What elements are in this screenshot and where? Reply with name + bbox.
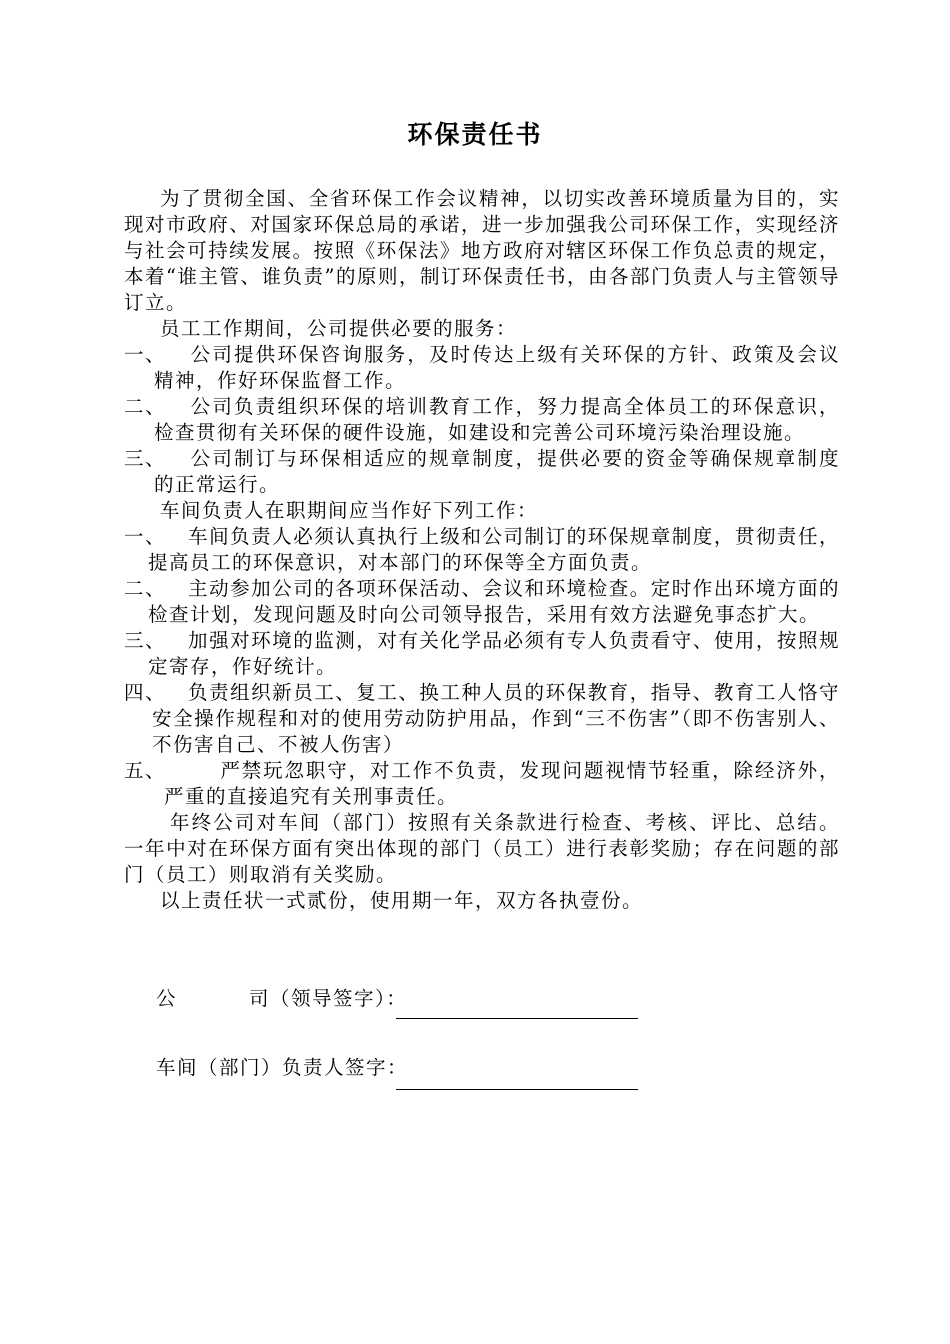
list-marker: 三、 xyxy=(124,629,167,652)
workshop-item-1 xyxy=(124,524,840,576)
list-marker: 五、 xyxy=(124,759,167,782)
workshop-item-4 xyxy=(124,680,840,758)
company-heading: 员工工作期间，公司提供必要的服务： xyxy=(160,317,518,340)
list-item-text: 公司提供环保咨询服务，及时传达上级有关环保的方针、政策及会议精神，作好环保监督工作。 xyxy=(154,343,840,392)
year-end-paragraph: 年终公司对车间（部门）按照有关条款进行检查、考核、评比、总结。一年中对在环保方面有突出体现的部门（员工）进行表彰奖励；存在问题的部门（员工）则取消有关奖励。 xyxy=(124,811,840,886)
company-signature-line[interactable] xyxy=(396,1018,638,1019)
list-marker: 二、 xyxy=(124,395,167,418)
list-item-text: 负责组织新员工、复工、换工种人员的环保教育，指导、教育工人恪守安全操作规程和对的使用劳动防护用品，作到“三不伤害”（即不伤害别人、不伤害自己、不被人伤害） xyxy=(152,681,840,756)
workshop-item-5 xyxy=(124,758,840,810)
workshop-item-3 xyxy=(124,628,840,680)
list-item-text: 车间负责人必须认真执行上级和公司制订的环保规章制度，贯彻责任，提高员工的环保意识，对本部门的环保等全方面负责。 xyxy=(148,525,840,574)
workshop-heading: 车间负责人在职期间应当作好下列工作： xyxy=(160,499,539,522)
list-item-text: 公司制订与环保相适应的规章制度，提供必要的资金等确保规章制度的正常运行。 xyxy=(154,447,840,496)
document-body xyxy=(124,186,840,914)
workshop-signature-label: 车间（部门）负责人签字： xyxy=(156,1056,409,1079)
company-signature-right: 司（领导签字）： xyxy=(249,987,408,1010)
company-signature-label xyxy=(156,986,407,1012)
list-marker: 一、 xyxy=(124,525,167,548)
list-item-text: 加强对环境的监测，对有关化学品必须有专人负责看守、使用，按照规定寄存，作好统计。 xyxy=(148,629,840,678)
list-marker: 二、 xyxy=(124,577,167,600)
workshop-item-2 xyxy=(124,576,840,628)
document-title: 环保责任书 xyxy=(407,120,543,149)
workshop-signature-line[interactable] xyxy=(396,1089,638,1090)
company-signature-left: 公 xyxy=(156,987,178,1010)
list-item-text: 公司负责组织环保的培训教育工作，努力提高全体员工的环保意识，检查贯彻有关环保的硬件设施，如建设和完善公司环境污染治理设施。 xyxy=(154,395,840,444)
list-marker: 三、 xyxy=(124,447,167,470)
list-item-text: 主动参加公司的各项环保活动、会议和环境检查。定时作出环境方面的检查计划，发现问题及时向公司领导报告，采用有效方法避免事态扩大。 xyxy=(148,577,840,626)
closing-paragraph: 以上责任状一式贰份，使用期一年，双方各执壹份。 xyxy=(160,889,644,912)
intro-paragraph: 为了贯彻全国、全省环保工作会议精神，以切实改善环境质量为目的，实现对市政府、对国家环保总局的承诺，进一步加强我公司环保工作，实现经济与社会可持续发展。按照《环保法》地方政府对辖区环保工作负总责的规定，本着“谁主管、谁负责”的原则，制订环保责任书，由各部门负责人与主管领导订立。 xyxy=(124,187,840,314)
list-marker: 四、 xyxy=(124,681,167,704)
company-item-1 xyxy=(124,342,840,394)
company-item-2 xyxy=(124,394,840,446)
list-item-text: 严禁玩忽职守，对工作不负责，发现问题视情节轻重，除经济外，严重的直接追究有关刑事责任。 xyxy=(164,759,840,808)
list-marker: 一、 xyxy=(124,343,167,366)
company-item-3 xyxy=(124,446,840,498)
